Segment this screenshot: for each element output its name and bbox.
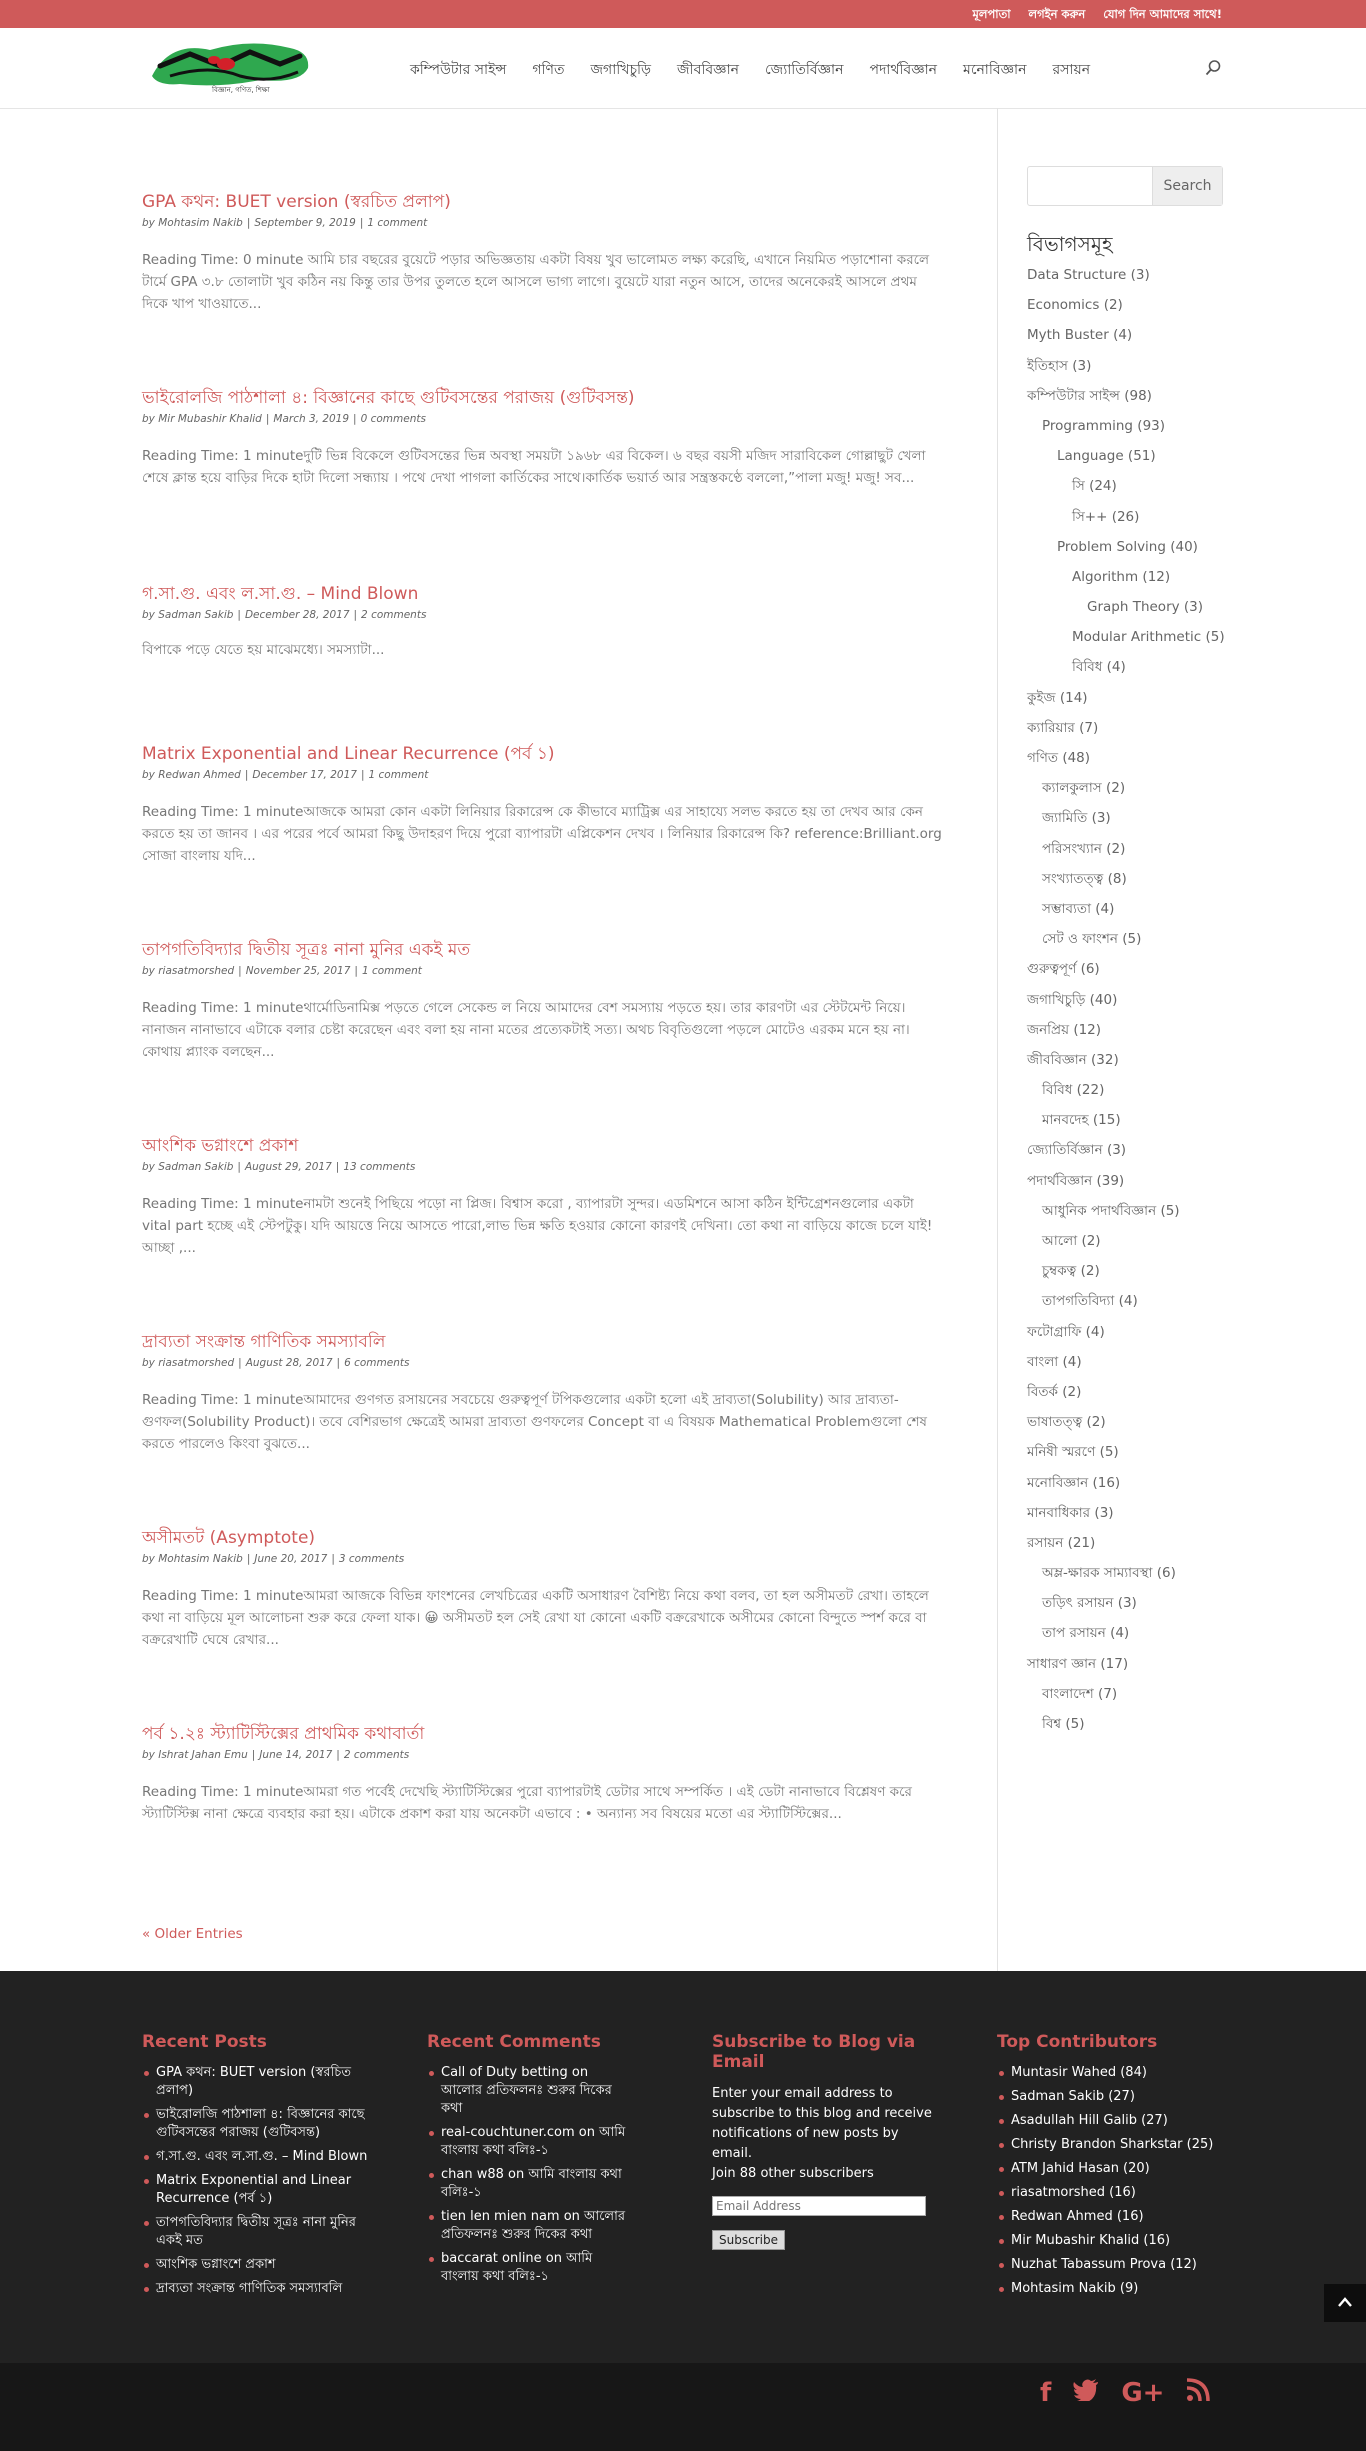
category-count: (3) [1106, 1142, 1127, 1159]
footer-recent-posts [142, 2032, 382, 2304]
category-item [1027, 1320, 1257, 1350]
recent-post-link[interactable]: GPA কথন: BUET version (স্বরচিত প্রলাপ) [142, 2064, 382, 2100]
post-comments[interactable]: 1 comment [361, 965, 422, 977]
post-meta: by riasatmorshed | November 25, 2017 | 1 comment [142, 965, 422, 977]
category-link[interactable]: ফটোগ্রাফি [1027, 1323, 1082, 1340]
category-link[interactable]: আধুনিক পদার্থবিজ্ঞান [1042, 1202, 1157, 1219]
footer-recent-comments [427, 2032, 632, 2292]
top-bar [0, 0, 1366, 28]
email-field[interactable] [712, 2196, 926, 2216]
category-count: (4) [1085, 1323, 1105, 1340]
category-item [1027, 1199, 1257, 1229]
post-item [142, 1526, 942, 1651]
nav-chemistry[interactable]: রসায়ন [1052, 62, 1091, 78]
category-link[interactable]: অম্ল-ক্ষারক সাম্যাবস্থা [1042, 1565, 1153, 1582]
category-count: (39) [1096, 1172, 1125, 1189]
post-excerpt: Reading Time: 1 minuteআমরা আজকে বিভিন্ন ফাংশনের লেখচিত্রের একটি অসাধারণ বৈশিষ্ট্য নিয়ে কথা বলব, তা হল অসীমতট রেখা। তাহলে কথা না বাড়িয়ে মূল আলোচনা শুরু করে ফেলা যাক। 😀 অসীমতট হল সেই রেখা যা কোনো একটি বক্ররেখাকে অসীমের কোনো বিন্দুতে স্পর্শ করে বা বক্ররেখাটি ঘেষে রেখার... [142, 1588, 929, 1648]
footer-top-contributors [997, 2032, 1227, 2304]
category-count: (16) [1092, 1474, 1121, 1491]
category-link[interactable]: গুরুত্বপূর্ণ [1027, 961, 1077, 978]
post-meta: by Ishrat Jahan Emu | June 14, 2017 | 2 comments [142, 1749, 410, 1761]
category-count: (48) [1062, 750, 1091, 766]
category-link[interactable]: সম্ভাব্যতা [1042, 900, 1091, 917]
category-item [1027, 1048, 1257, 1078]
category-link[interactable]: সেট ও ফাংশন [1042, 931, 1118, 948]
post-meta: by riasatmorshed | August 28, 2017 | 6 comments [142, 1357, 410, 1369]
category-count: (3) [1072, 357, 1092, 374]
category-item [1027, 1018, 1257, 1048]
category-link[interactable]: জীববিজ্ঞান [1027, 1051, 1087, 1068]
recent-post-link[interactable]: গ.সা.গু. এবং ল.সা.গু. – Mind Blown [142, 2148, 382, 2166]
category-count: (26) [1111, 508, 1140, 525]
category-link[interactable]: Graph Theory [1087, 599, 1180, 616]
category-link[interactable]: বিবিধ [1042, 1082, 1073, 1099]
category-count: (6) [1080, 961, 1100, 978]
post-meta: by Mir Mubashir Khalid | March 3, 2019 | 0 comments [142, 413, 426, 425]
category-item [1027, 1259, 1257, 1289]
post-title[interactable]: আংশিক ভগ্নাংশে প্রকাশ [142, 1136, 299, 1156]
post-author[interactable]: Ishrat Jahan Emu [158, 1749, 248, 1761]
category-item [1027, 1078, 1257, 1108]
post-author[interactable]: Redwan Ahmed [158, 769, 241, 781]
nav-math[interactable]: গণিত [532, 62, 565, 78]
post-date: March 3, 2019 [273, 413, 350, 425]
category-count: (2) [1062, 1383, 1082, 1400]
category-link[interactable]: তড়িৎ রসায়ন [1042, 1595, 1114, 1612]
search-button[interactable]: Search [1152, 167, 1222, 205]
category-link[interactable]: ক্যারিয়ার [1027, 719, 1075, 736]
search-input[interactable] [1028, 167, 1154, 205]
post-comments[interactable]: 3 comments [338, 1553, 405, 1565]
category-item [1027, 474, 1257, 504]
category-item [1027, 927, 1257, 957]
recent-comment-link[interactable]: tien len mien nam on আলোর প্রতিফলনঃ শুরুর দিকের কথা [427, 2208, 632, 2244]
post-date: December 17, 2017 [252, 769, 357, 781]
post-author[interactable]: riasatmorshed [158, 965, 235, 977]
category-item [1027, 1531, 1257, 1561]
category-link[interactable]: বিবিধ [1072, 659, 1103, 676]
category-link[interactable]: ক্যালকুলাস [1042, 780, 1102, 797]
nav-biology[interactable]: জীববিজ্ঞান [677, 62, 739, 78]
category-count: (4) [1062, 1353, 1082, 1370]
category-item [1027, 897, 1257, 927]
category-item [1027, 1138, 1257, 1168]
category-link[interactable]: Data Structure [1027, 267, 1127, 283]
category-count: (2) [1086, 1414, 1106, 1431]
post-excerpt: Reading Time: 1 minuteদুটি ভিন্ন বিকেলে গুটিবসন্তের ভিন্ন অবস্থা সময়টা ১৯৬৮ এর বিকেল। ৬ বছর বয়সী মজিদ সারাবিকেল গোল্লাছুট খেলা শেষে ক্লান্ত হয়ে বাড়ির দিকে হাটা দিলো সন্ধ্যায় । পথে দেখা পাগলা কার্তিকের সাথে।কার্তিক ভয়ার্ত আর সন্ত্রস্তকণ্ঠে বললো,”পালা মজু! মজু! সব... [142, 448, 926, 486]
category-item [1027, 1471, 1257, 1501]
category-item [1027, 806, 1257, 836]
recent-post-link[interactable]: তাপগতিবিদ্যার দ্বিতীয় সূত্রঃ নানা মুনির একই মত [142, 2214, 382, 2250]
twitter-icon[interactable] [1073, 2378, 1099, 2409]
category-count: (51) [1127, 448, 1156, 465]
category-link[interactable]: মানবাধিকার [1027, 1504, 1091, 1521]
sidebar-divider [997, 108, 998, 1971]
post-item [142, 386, 942, 489]
post-meta: by Sadman Sakib | December 28, 2017 | 2 comments [142, 609, 427, 621]
post-comments[interactable]: 1 comment [367, 217, 428, 229]
contributor-link[interactable]: ATM Jahid Hasan (20) [997, 2160, 1227, 2178]
category-link[interactable]: আলো [1042, 1233, 1078, 1249]
post-excerpt: বিপাকে পড়ে যেতে হয় মাঝেমধ্যে। সমস্যাটা... [142, 642, 385, 658]
category-item [1027, 263, 1257, 293]
category-item [1027, 625, 1257, 655]
categories-heading: বিভাগসমূহ [1027, 232, 1113, 256]
category-count: (2) [1105, 780, 1126, 797]
category-count: (40) [1170, 538, 1198, 555]
contributor-link[interactable]: Asadullah Hill Galib (27) [997, 2112, 1227, 2130]
post-title[interactable]: Matrix Exponential and Linear Recurrence (পর্ব ১) [142, 744, 555, 764]
contributor-link[interactable]: Mohtasim Nakib (9) [997, 2280, 1227, 2298]
recent-post-link[interactable]: ভাইরোলজি পাঠশালা ৪: বিজ্ঞানের কাছে গুটিবসন্তের পরাজয় (গুটিবসন্ত) [142, 2106, 382, 2142]
category-count: (5) [1122, 931, 1142, 948]
post-meta: by Mohtasim Nakib | September 9, 2019 | 1 comment [142, 217, 428, 229]
category-count: (12) [1073, 1021, 1102, 1038]
category-count: (3) [1091, 810, 1111, 827]
category-link[interactable]: চুম্বকত্ব [1042, 1263, 1077, 1280]
category-item [1027, 1229, 1257, 1259]
post-meta: by Redwan Ahmed | December 17, 2017 | 1 comment [142, 769, 429, 781]
join-link[interactable]: যোগ দিন আমাদের সাথে! [1103, 7, 1222, 21]
post-comments[interactable]: 2 comments [343, 1749, 410, 1761]
nav-misc[interactable]: জগাখিচুড়ি [590, 62, 652, 78]
post-comments[interactable]: 2 comments [361, 609, 427, 621]
category-count: (2) [1106, 840, 1126, 857]
rss-icon[interactable] [1186, 2378, 1210, 2409]
recent-comment-link[interactable]: baccarat online on আমি বাংলায় কথা বলিঃ-১ [427, 2250, 632, 2286]
post-excerpt: Reading Time: 1 minuteআমাদের গুণগত রসায়নের সবচেয়ে গুরুত্বপূর্ণ টপিকগুলোর একটা হলো এই দ্রাব্যতা(Solubility) আর দ্রাব্যতা-গুণফল(Solubility Product)। তবে বেশিরভাগ ক্ষেত্রেই আমরা দ্রাব্যতা গুণফলের Concept বা এ বিষয়ক Mathematical Problemগুলো শেষ করতে পারলেও কিংবা বুঝতে... [142, 1392, 927, 1452]
home-link[interactable]: মূলপাতা [972, 7, 1011, 21]
category-link[interactable]: মনোবিজ্ঞান [1027, 1474, 1089, 1491]
category-count: (5) [1205, 629, 1225, 646]
post-excerpt: Reading Time: 1 minuteআমরা গত পর্বেই দেখেছি স্ট্যাটিস্টিক্সের পুরো ব্যাপারটাই ডেটার সাথে সম্পর্কিত । এই ডেটা নানাভাবে বিশ্লেষণ করে স্ট্যাটিস্টিক্স নানা ক্ষেত্রে ব্যবহার করা হয়। এটাকে প্রকাশ করা যায় অনেকটা এভাবে : • অন্যান্য সব বিষয়ের মতো এর স্ট্যাটিস্টিক্সের... [142, 1784, 912, 1822]
category-link[interactable]: কুইজ [1027, 689, 1056, 706]
recent-post-link[interactable]: Matrix Exponential and Linear Recurrence (পর্ব ১) [142, 2172, 382, 2208]
post-date: December 28, 2017 [244, 609, 350, 621]
category-count: (4) [1095, 900, 1115, 917]
post-excerpt: Reading Time: 1 minuteথার্মোডিনামিক্স পড়তে গেলে সেকেন্ড ল নিয়ে আমাদের বেশ সমস্যায় পড়তে হয়। তার কারণটা এর স্টেটমেন্ট নিয়ে। নানাজন নানাভাবে এটাকে বলার চেষ্টা করেছেন এবং বলা হয় নানা মতের প্রত্যেকটাই সত্য। অথচ বিবৃতিগুলো পড়লে মোটেও এরকম মনে হয় না। কোথায় প্ল্যাংক বলছেন... [142, 1000, 910, 1060]
category-count: (3) [1094, 1504, 1114, 1521]
category-count: (32) [1091, 1051, 1119, 1068]
post-comments[interactable]: 1 comment [368, 769, 429, 781]
category-item [1027, 988, 1257, 1018]
post-title[interactable]: গ.সা.গু. এবং ল.সা.গু. – Mind Blown [142, 584, 419, 604]
category-item [1027, 1169, 1257, 1199]
category-item [1027, 565, 1257, 595]
category-link[interactable]: Language [1057, 448, 1124, 465]
category-count: (14) [1059, 689, 1088, 706]
category-count: (2) [1103, 297, 1123, 314]
category-count: (3) [1130, 267, 1150, 283]
post-date: August 28, 2017 [245, 1357, 333, 1369]
post-comments[interactable]: 6 comments [344, 1357, 410, 1369]
subscribe-button[interactable]: Subscribe [712, 2230, 785, 2250]
post-title[interactable]: ভাইরোলজি পাঠশালা ৪: বিজ্ঞানের কাছে গুটিবসন্তের পরাজয় (গুটিবসন্ত) [142, 388, 635, 408]
post-date: June 14, 2017 [259, 1749, 333, 1761]
category-list [1027, 263, 1257, 1742]
contributor-link[interactable]: riasatmorshed (16) [997, 2184, 1227, 2202]
subscribers-count: Join 88 other subscribers [712, 2166, 874, 2181]
subscribe-text: Enter your email address to subscribe to this blog and receive notifications of new posts by email. [712, 2086, 932, 2161]
post-date: June 20, 2017 [254, 1553, 328, 1565]
category-link[interactable]: বাংলাদেশ [1042, 1685, 1094, 1702]
post-meta: by Mohtasim Nakib | June 20, 2017 | 3 comments [142, 1553, 405, 1565]
category-count: (5) [1160, 1202, 1180, 1219]
category-count: (21) [1067, 1534, 1096, 1551]
category-count: (7) [1098, 1685, 1118, 1702]
category-count: (22) [1076, 1082, 1105, 1099]
category-item [1027, 1380, 1257, 1410]
category-item [1027, 1591, 1257, 1621]
category-count: (2) [1080, 1263, 1100, 1280]
category-count: (8) [1107, 870, 1127, 887]
category-item [1027, 444, 1257, 474]
nav-physics[interactable]: পদার্থবিজ্ঞান [869, 62, 938, 78]
post-date: September 9, 2019 [254, 217, 356, 229]
post-item [142, 938, 942, 1063]
category-item [1027, 354, 1257, 384]
recent-posts-heading: Recent Posts [142, 2032, 267, 2052]
category-link[interactable]: সংখ্যাতত্ত্ব [1042, 870, 1104, 887]
category-link[interactable]: তাপগতিবিদ্যা [1042, 1293, 1115, 1310]
post-excerpt: Reading Time: 0 minute আমি চার বছরের বুয়েটে পড়ার অভিজ্ঞতায় একটা বিষয় খুব ভালোমত লক্ষ্য করেছি, এখানে নিয়মিত পড়াশোনা করলে টার্মে GPA ৩.৮ তোলাটা খুব কঠিন নয় কিন্তু তার উপর তুলতে হলে আসলে ভাগ্য লাগে। বুয়েটে যারা নতুন আসে, তাদের অনেকেরই আসলে প্রথম দিকে খাপ খাওয়াতে... [142, 252, 930, 312]
category-item [1027, 414, 1257, 444]
category-link[interactable]: জগাখিচুড়ি [1027, 991, 1086, 1008]
post-item [142, 742, 942, 867]
category-count: (3) [1183, 599, 1204, 616]
category-link[interactable]: বাংলা [1027, 1353, 1059, 1370]
category-count: (4) [1118, 1293, 1138, 1310]
category-item [1027, 1108, 1257, 1138]
social-links [1040, 2378, 1210, 2409]
footer-subscribe [712, 2032, 937, 2250]
post-excerpt: Reading Time: 1 minuteআজকে আমরা কোন একটা লিনিয়ার রিকারেন্স কে কীভাবে ম্যাট্রিক্স এর সাহায্যে সলভ করতে হয় তা দেখব আর কেন করতে হয় তা জানব । এর পরের পর্বে আমরা কিছু উদাহরণ দিয়ে পুরো ব্যাপারটা এপ্লিকেশন দেখব । লিনিয়ার রিকারেন্স কি? reference:Brilliant.org সোজা বাংলায় যদি... [142, 804, 942, 864]
post-comments[interactable]: 13 comments [343, 1161, 416, 1173]
nav-astronomy[interactable]: জ্যোতির্বিজ্ঞান [764, 62, 844, 78]
category-count: (5) [1099, 1444, 1119, 1461]
category-link[interactable]: মনিষী স্মরণে [1027, 1444, 1096, 1461]
login-link[interactable]: লগইন করুন [1028, 7, 1086, 21]
category-count: (4) [1106, 659, 1126, 676]
category-item [1027, 957, 1257, 987]
category-item [1027, 837, 1257, 867]
category-item [1027, 686, 1257, 716]
category-link[interactable]: Myth Buster [1027, 327, 1109, 344]
post-title[interactable]: অসীমতট (Asymptote) [142, 1528, 316, 1548]
post-author[interactable]: riasatmorshed [158, 1357, 235, 1369]
post-item [142, 582, 942, 661]
contributor-link[interactable]: Mir Mubashir Khalid (16) [997, 2232, 1227, 2250]
category-link[interactable]: গণিত [1027, 750, 1059, 766]
category-item [1027, 1652, 1257, 1682]
older-entries-link[interactable]: « Older Entries [142, 1926, 243, 1942]
category-item [1027, 1561, 1257, 1591]
post-author[interactable]: Mir Mubashir Khalid [158, 413, 262, 425]
contributor-link[interactable]: Christy Brandon Sharkstar (25) [997, 2136, 1227, 2154]
category-item [1027, 1682, 1257, 1712]
category-item [1027, 535, 1257, 565]
category-count: (6) [1156, 1565, 1176, 1582]
category-link[interactable]: বিতর্ক [1027, 1383, 1058, 1400]
category-item [1027, 716, 1257, 746]
category-item [1027, 1350, 1257, 1380]
category-link[interactable]: Programming [1042, 417, 1133, 434]
category-link[interactable]: জনপ্রিয় [1027, 1021, 1070, 1038]
nav-psychology[interactable]: মনোবিজ্ঞান [963, 62, 1027, 78]
category-link[interactable]: বিশ্ব [1042, 1716, 1062, 1732]
recent-post-link[interactable]: দ্রাব্যতা সংক্রান্ত গাণিতিক সমস্যাবলি [142, 2280, 382, 2298]
category-item [1027, 776, 1257, 806]
category-link[interactable]: ইতিহাস [1027, 357, 1068, 374]
post-comments[interactable]: 0 comments [360, 413, 426, 425]
category-link[interactable]: ভাষাতত্ত্ব [1027, 1414, 1083, 1431]
category-link[interactable]: কম্পিউটার সাইন্স [1027, 387, 1120, 404]
facebook-icon[interactable]: f [1040, 2378, 1052, 2408]
category-link[interactable]: তাপ রসায়ন [1042, 1625, 1106, 1642]
post-excerpt: Reading Time: 1 minuteনামটা শুনেই পিছিয়ে পড়ো না প্লিজ। বিশ্বাস করো , ব্যাপারটা সুন্দর। এডমিশনে আসা কঠিন ইন্টিগ্রেশনগুলোর একটা vital part হচ্ছে এই স্টেপটুকু। যদি আয়ত্তে নিয়ে আসতে পারো,লাভ ভিন্ন ক্ষতি হওয়ার কোনো কারণই দেখিনা। তো কথা না বাড়িয়ে কাজে চলে যাই! আচ্ছা ,... [142, 1196, 933, 1256]
category-link[interactable]: পরিসংখ্যান [1042, 840, 1102, 857]
post-author[interactable]: Sadman Sakib [158, 609, 234, 621]
post-item [142, 190, 942, 315]
contributor-link[interactable]: Nuzhat Tabassum Prova (12) [997, 2256, 1227, 2274]
category-item [1027, 655, 1257, 685]
category-item [1027, 1410, 1257, 1440]
post-item [142, 1722, 942, 1825]
recent-comment-link[interactable]: chan w88 on আমি বাংলায় কথা বলিঃ-১ [427, 2166, 632, 2202]
category-count: (7) [1079, 719, 1099, 736]
category-count: (2) [1081, 1233, 1101, 1249]
google-plus-icon[interactable]: G+ [1121, 2378, 1165, 2408]
post-title[interactable]: GPA কথন: BUET version (স্বরচিত প্রলাপ) [142, 192, 451, 212]
category-link[interactable]: সি++ [1072, 508, 1108, 525]
post-title[interactable]: পর্ব ১.২ঃ স্ট্যাটিস্টিক্সের প্রাথমিক কথাবার্তা [142, 1724, 425, 1744]
category-link[interactable]: Modular Arithmetic [1072, 629, 1202, 646]
post-item [142, 1134, 942, 1259]
logo-tagline: বিজ্ঞান, গণিত, শিক্ষা [212, 86, 270, 94]
category-item [1027, 867, 1257, 897]
contributor-link[interactable]: Redwan Ahmed (16) [997, 2208, 1227, 2226]
category-link[interactable]: পদার্থবিজ্ঞান [1027, 1172, 1093, 1189]
contributors-heading: Top Contributors [997, 2032, 1158, 2052]
category-item [1027, 1289, 1257, 1319]
category-count: (24) [1089, 478, 1117, 495]
category-item [1027, 293, 1257, 323]
category-item [1027, 1501, 1257, 1531]
category-link[interactable]: জ্যামিতি [1042, 810, 1088, 827]
category-item [1027, 1440, 1257, 1470]
category-count: (5) [1065, 1716, 1085, 1732]
category-link[interactable]: Economics [1027, 297, 1100, 314]
category-item [1027, 323, 1257, 353]
category-count: (4) [1110, 1625, 1130, 1642]
top-links [972, 6, 1222, 25]
category-item [1027, 1712, 1257, 1742]
category-count: (17) [1100, 1655, 1129, 1672]
category-link[interactable]: সি [1072, 478, 1085, 495]
category-item [1027, 1621, 1257, 1651]
category-count: (15) [1092, 1112, 1121, 1129]
post-author[interactable]: Sadman Sakib [158, 1161, 234, 1173]
category-link[interactable]: সাধারণ জ্ঞান [1027, 1655, 1097, 1672]
category-count: (3) [1117, 1595, 1137, 1612]
recent-comments-heading: Recent Comments [427, 2032, 601, 2052]
post-date: November 25, 2017 [245, 965, 351, 977]
post-date: August 29, 2017 [244, 1161, 332, 1173]
category-item [1027, 746, 1257, 776]
sidebar-search [1027, 166, 1223, 206]
nav-computer-science[interactable]: কম্পিউটার সাইন্স [410, 62, 507, 78]
category-link[interactable]: Algorithm [1072, 568, 1139, 585]
scroll-to-top-button[interactable] [1324, 2284, 1366, 2322]
recent-comment-link[interactable]: Call of Duty betting on আলোর প্রতিফলনঃ শুরুর দিকের কথা [427, 2064, 632, 2118]
post-author[interactable]: Mohtasim Nakib [158, 1553, 243, 1565]
contributor-link[interactable]: Muntasir Wahed (84) [997, 2064, 1227, 2082]
post-author[interactable]: Mohtasim Nakib [158, 217, 243, 229]
search-icon[interactable] [1205, 60, 1221, 80]
contributor-link[interactable]: Sadman Sakib (27) [997, 2088, 1227, 2106]
main-nav [410, 58, 1116, 82]
category-item [1027, 384, 1257, 414]
category-count: (12) [1142, 568, 1171, 585]
category-link[interactable]: মানবদেহ [1042, 1112, 1089, 1129]
post-title[interactable]: তাপগতিবিদ্যার দ্বিতীয় সূত্রঃ নানা মুনির একই মত [142, 940, 471, 960]
category-link[interactable]: জ্যোতির্বিজ্ঞান [1027, 1142, 1103, 1159]
recent-post-link[interactable]: আংশিক ভগ্নাংশে প্রকাশ [142, 2256, 382, 2274]
category-link[interactable]: Problem Solving [1057, 538, 1166, 555]
category-item [1027, 595, 1257, 625]
post-item [142, 1330, 942, 1455]
chevron-up-icon [1337, 2296, 1353, 2308]
category-link[interactable]: রসায়ন [1027, 1534, 1064, 1551]
site-logo[interactable] [150, 36, 315, 96]
category-count: (93) [1137, 417, 1166, 434]
subscribe-heading: Subscribe to Blog via Email [712, 2032, 916, 2072]
category-count: (40) [1089, 991, 1118, 1008]
category-item [1027, 505, 1257, 535]
post-title[interactable]: দ্রাব্যতা সংক্রান্ত গাণিতিক সমস্যাবলি [142, 1332, 386, 1352]
site-header [0, 28, 1366, 108]
category-count: (98) [1124, 387, 1152, 404]
category-count: (4) [1113, 327, 1133, 344]
post-meta: by Sadman Sakib | August 29, 2017 | 13 comments [142, 1161, 416, 1173]
recent-comment-link[interactable]: real-couchtuner.com on আমি বাংলায় কথা বলিঃ-১ [427, 2124, 632, 2160]
